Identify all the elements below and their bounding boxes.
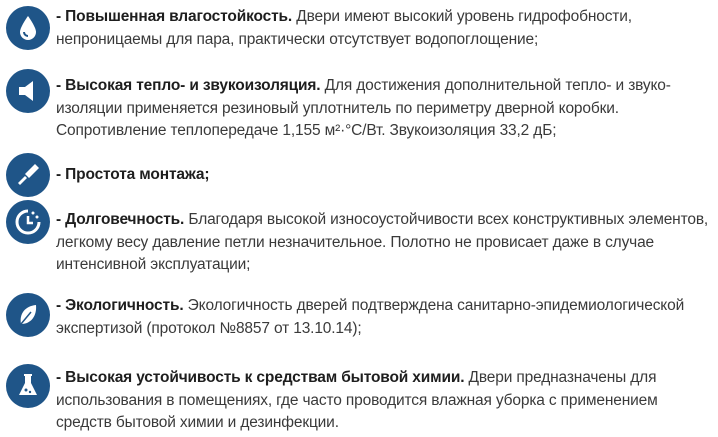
feature-text xyxy=(56,209,716,277)
feature-title: - Простота монтажа; xyxy=(56,166,210,183)
water-drop-icon xyxy=(6,6,50,50)
flask-icon xyxy=(6,364,50,408)
clock-icon xyxy=(6,200,50,244)
speaker-icon xyxy=(6,69,50,113)
feature-text xyxy=(56,295,716,340)
feature-title: - Высокая устойчивость к средствам бытовой химии. xyxy=(56,369,465,386)
feature-description: Благодаря высокой износоустойчивости всех конструктивных элементов, легкому весу давление петли незначительное. Полотно не провисает даже в случае интенсивной эксплуатации; xyxy=(56,211,709,273)
screwdriver-icon xyxy=(6,153,50,197)
feature-description: Двери предназначены для использования в помещениях, где часто проводится влажная уборка с применением средств бытовой химии и дезинфекции. xyxy=(56,369,658,431)
feature-text xyxy=(56,164,716,187)
feature-text xyxy=(56,367,716,435)
leaf-icon xyxy=(6,293,50,337)
feature-description: Экологичность дверей подтверждена санитарно-эпидемиологической экспертизой (протокол №8857 от 13.10.14); xyxy=(56,297,685,337)
feature-text xyxy=(56,6,716,51)
feature-text xyxy=(56,75,716,143)
feature-title: - Повышенная влагостойкость. xyxy=(56,8,293,25)
feature-title: - Экологичность. xyxy=(56,297,184,314)
feature-title: - Высокая тепло- и звукоизоляция. xyxy=(56,77,321,94)
feature-description: Для достижения дополнительной тепло- и звуко-изоляции применяется резиновый уплотнитель по периметру дверной коробки. Сопротивление теплопередаче 1,155 м²·°C/Вт. Звукоизоляция 33,2 дБ; xyxy=(56,77,671,139)
feature-description: Двери имеют высокий уровень гидрофобности, непроницаемы для пара, практически отсутствует водопоглощение; xyxy=(56,8,632,48)
feature-title: - Долговечность. xyxy=(56,211,185,228)
